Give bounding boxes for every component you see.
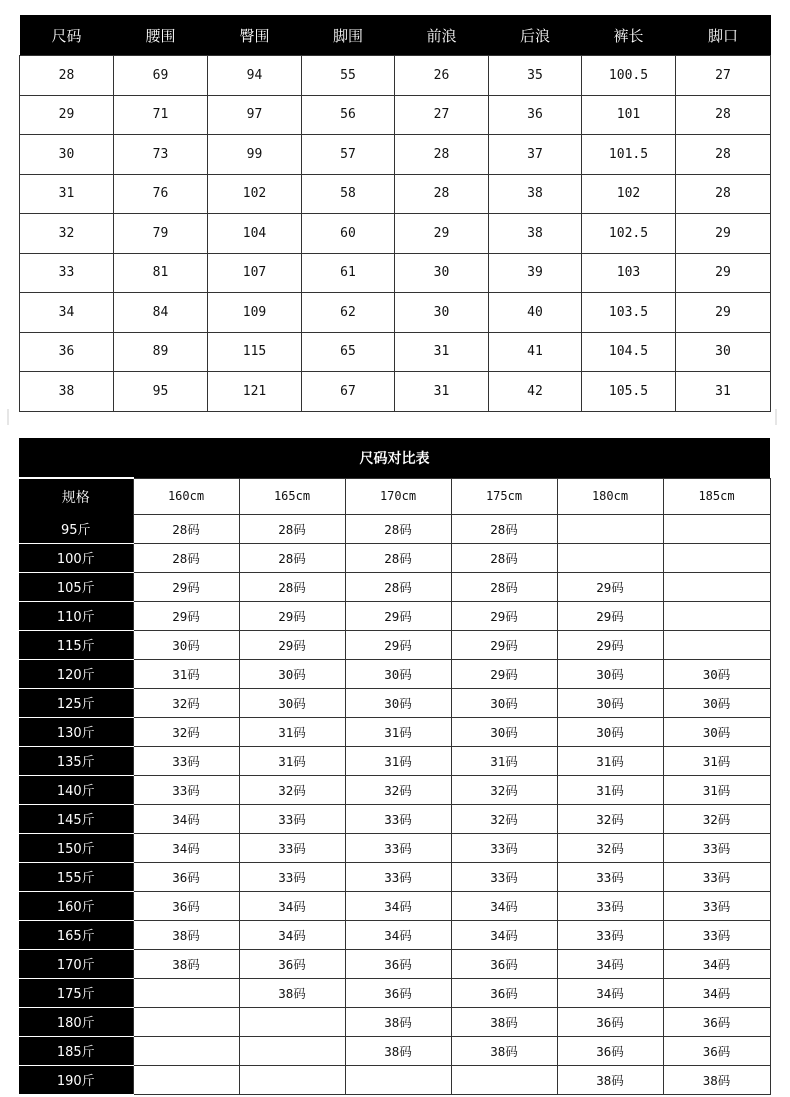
size-cell: 36码: [557, 1036, 663, 1065]
measurement-cell: 36: [20, 332, 114, 372]
measurement-cell: 121: [208, 372, 302, 412]
measurement-row: [20, 174, 771, 214]
height-header-cell: 185cm: [663, 478, 770, 514]
size-cell: 36码: [663, 1007, 770, 1036]
size-cell: 36码: [345, 949, 451, 978]
measurement-cell: 79: [114, 214, 208, 254]
weight-label: 95斤: [19, 514, 133, 543]
measurement-cell: 33: [20, 253, 114, 293]
measurement-cell: 29: [395, 214, 489, 254]
measurement-cell: 94: [208, 56, 302, 96]
size-cell: [557, 514, 663, 543]
size-cell: 31码: [663, 775, 770, 804]
measurement-cell: 105.5: [582, 372, 676, 412]
measurement-cell: 104.5: [582, 332, 676, 372]
size-cell: 29码: [345, 601, 451, 630]
size-cell: 34码: [663, 949, 770, 978]
measurement-row: [20, 372, 771, 412]
size-cell: 38码: [239, 978, 345, 1007]
measurement-cell: 31: [395, 372, 489, 412]
size-cell: 29码: [239, 601, 345, 630]
measurement-row: [20, 214, 771, 254]
weight-label: 160斤: [19, 891, 133, 920]
size-comparison-table: [19, 438, 771, 1095]
measurement-cell: 89: [114, 332, 208, 372]
measurement-row: [20, 293, 771, 333]
size-cell: 34码: [345, 920, 451, 949]
size-cell: 30码: [239, 659, 345, 688]
measurement-row: [20, 332, 771, 372]
size-cell: 36码: [451, 949, 557, 978]
measurement-cell: 38: [20, 372, 114, 412]
size-cell: 34码: [663, 978, 770, 1007]
size-cell: 36码: [557, 1007, 663, 1036]
measurement-cell: 73: [114, 135, 208, 175]
measurement-cell: 60: [302, 214, 395, 254]
size-cell: [239, 1065, 345, 1094]
size-cell: 31码: [451, 746, 557, 775]
measurement-cell: 103: [582, 253, 676, 293]
measurement-cell: 30: [395, 253, 489, 293]
size-cell: [345, 1065, 451, 1094]
size-cell: 38码: [345, 1036, 451, 1065]
measurement-header-cell: 尺码: [20, 15, 114, 56]
measurement-cell: 62: [302, 293, 395, 333]
size-cell: 30码: [451, 688, 557, 717]
comparison-row: [19, 833, 770, 862]
measurement-cell: 55: [302, 56, 395, 96]
size-cell: 34码: [557, 978, 663, 1007]
size-cell: 29码: [451, 630, 557, 659]
measurement-cell: 65: [302, 332, 395, 372]
measurement-table: [19, 15, 771, 412]
size-cell: 31码: [133, 659, 239, 688]
comparison-row: [19, 746, 770, 775]
size-cell: [239, 1036, 345, 1065]
size-cell: 33码: [345, 862, 451, 891]
measurement-cell: 61: [302, 253, 395, 293]
height-header-cell: 180cm: [557, 478, 663, 514]
size-cell: [663, 630, 770, 659]
corner-label: 规格: [19, 478, 133, 514]
size-cell: 28码: [239, 514, 345, 543]
size-cell: 33码: [557, 862, 663, 891]
measurement-header-cell: 脚口: [676, 15, 771, 56]
size-cell: 32码: [133, 717, 239, 746]
size-cell: 32码: [239, 775, 345, 804]
size-cell: 28码: [133, 543, 239, 572]
size-cell: 33码: [451, 862, 557, 891]
size-cell: 30码: [239, 688, 345, 717]
size-cell: [133, 1036, 239, 1065]
comparison-row: [19, 688, 770, 717]
size-cell: 29码: [451, 659, 557, 688]
measurement-header-cell: 脚围: [302, 15, 395, 56]
comparison-row: [19, 514, 770, 543]
measurement-cell: 28: [20, 56, 114, 96]
weight-label: 115斤: [19, 630, 133, 659]
measurement-row: [20, 56, 771, 96]
size-cell: 29码: [451, 601, 557, 630]
size-cell: 38码: [451, 1036, 557, 1065]
size-cell: [239, 1007, 345, 1036]
size-cell: 33码: [663, 862, 770, 891]
measurement-cell: 57: [302, 135, 395, 175]
size-cell: 33码: [345, 833, 451, 862]
comparison-row: [19, 601, 770, 630]
size-cell: 30码: [663, 717, 770, 746]
comparison-row: [19, 630, 770, 659]
size-cell: 33码: [663, 833, 770, 862]
size-cell: 34码: [345, 891, 451, 920]
comparison-header-row: [19, 478, 770, 514]
size-cell: 31码: [663, 746, 770, 775]
size-cell: 38码: [345, 1007, 451, 1036]
measurement-cell: 37: [489, 135, 582, 175]
size-cell: 28码: [345, 514, 451, 543]
measurement-cell: 40: [489, 293, 582, 333]
size-cell: [557, 543, 663, 572]
comparison-row: [19, 920, 770, 949]
measurement-cell: 31: [20, 174, 114, 214]
measurement-cell: 36: [489, 95, 582, 135]
measurement-cell: 115: [208, 332, 302, 372]
measurement-header-cell: 后浪: [489, 15, 582, 56]
measurement-cell: 30: [676, 332, 771, 372]
measurement-cell: 32: [20, 214, 114, 254]
size-cell: 33码: [239, 804, 345, 833]
measurement-cell: 29: [676, 253, 771, 293]
size-cell: 32码: [451, 804, 557, 833]
comparison-row: [19, 659, 770, 688]
measurement-header-cell: 腰围: [114, 15, 208, 56]
size-cell: 30码: [451, 717, 557, 746]
measurement-cell: 28: [676, 95, 771, 135]
size-cell: 30码: [557, 688, 663, 717]
size-cell: 36码: [345, 978, 451, 1007]
size-cell: [133, 1007, 239, 1036]
measurement-cell: 102: [582, 174, 676, 214]
size-cell: 30码: [663, 688, 770, 717]
measurement-cell: 31: [676, 372, 771, 412]
size-cell: 33码: [557, 920, 663, 949]
comparison-title-row: [19, 438, 770, 478]
weight-label: 190斤: [19, 1065, 133, 1094]
measurement-cell: 27: [395, 95, 489, 135]
measurement-cell: 84: [114, 293, 208, 333]
weight-label: 140斤: [19, 775, 133, 804]
size-cell: 28码: [239, 572, 345, 601]
measurement-cell: 27: [676, 56, 771, 96]
measurement-cell: 102: [208, 174, 302, 214]
comparison-row: [19, 572, 770, 601]
measurement-cell: 104: [208, 214, 302, 254]
size-cell: 30码: [557, 659, 663, 688]
size-cell: 31码: [557, 746, 663, 775]
comparison-row: [19, 862, 770, 891]
size-cell: 34码: [133, 833, 239, 862]
comparison-row: [19, 775, 770, 804]
size-cell: 30码: [345, 688, 451, 717]
height-header-cell: 175cm: [451, 478, 557, 514]
size-cell: 31码: [345, 717, 451, 746]
size-cell: 36码: [239, 949, 345, 978]
size-cell: 28码: [345, 572, 451, 601]
comparison-row: [19, 717, 770, 746]
measurement-row: [20, 253, 771, 293]
size-cell: 38码: [557, 1065, 663, 1094]
size-cell: 33码: [663, 891, 770, 920]
size-cell: [451, 1065, 557, 1094]
measurement-cell: 31: [395, 332, 489, 372]
comparison-row: [19, 543, 770, 572]
weight-label: 120斤: [19, 659, 133, 688]
size-cell: 33码: [451, 833, 557, 862]
measurement-header-cell: 前浪: [395, 15, 489, 56]
size-cell: [663, 601, 770, 630]
measurement-cell: 67: [302, 372, 395, 412]
comparison-row: [19, 1036, 770, 1065]
measurement-cell: 56: [302, 95, 395, 135]
size-cell: 33码: [345, 804, 451, 833]
size-cell: 30码: [557, 717, 663, 746]
measurement-cell: 39: [489, 253, 582, 293]
size-cell: 32码: [663, 804, 770, 833]
size-cell: [663, 572, 770, 601]
size-cell: [133, 978, 239, 1007]
size-cell: 28码: [345, 543, 451, 572]
weight-label: 100斤: [19, 543, 133, 572]
measurement-cell: 38: [489, 174, 582, 214]
size-cell: 34码: [451, 891, 557, 920]
measurement-cell: 100.5: [582, 56, 676, 96]
measurement-cell: 99: [208, 135, 302, 175]
comparison-row: [19, 978, 770, 1007]
size-cell: 28码: [451, 514, 557, 543]
weight-label: 135斤: [19, 746, 133, 775]
measurement-cell: 97: [208, 95, 302, 135]
comparison-row: [19, 1007, 770, 1036]
size-cell: 36码: [133, 862, 239, 891]
weight-label: 110斤: [19, 601, 133, 630]
size-cell: [133, 1065, 239, 1094]
measurement-cell: 35: [489, 56, 582, 96]
size-cell: 36码: [663, 1036, 770, 1065]
height-header-cell: 165cm: [239, 478, 345, 514]
measurement-cell: 69: [114, 56, 208, 96]
size-cell: 30码: [133, 630, 239, 659]
measurement-cell: 26: [395, 56, 489, 96]
measurement-cell: 28: [676, 174, 771, 214]
weight-label: 170斤: [19, 949, 133, 978]
size-cell: 33码: [133, 775, 239, 804]
measurement-cell: 29: [676, 214, 771, 254]
measurement-cell: 101.5: [582, 135, 676, 175]
measurement-cell: 71: [114, 95, 208, 135]
measurement-header-cell: 臀围: [208, 15, 302, 56]
weight-label: 180斤: [19, 1007, 133, 1036]
weight-label: 175斤: [19, 978, 133, 1007]
measurement-cell: 28: [676, 135, 771, 175]
size-cell: 33码: [239, 833, 345, 862]
size-cell: [663, 543, 770, 572]
size-cell: 31码: [239, 746, 345, 775]
size-cell: 29码: [133, 601, 239, 630]
measurement-cell: 95: [114, 372, 208, 412]
size-cell: 33码: [133, 746, 239, 775]
size-cell: 38码: [451, 1007, 557, 1036]
size-cell: 36码: [451, 978, 557, 1007]
comparison-title: 尺码对比表: [19, 438, 770, 478]
size-cell: 32码: [557, 804, 663, 833]
size-cell: 33码: [663, 920, 770, 949]
size-cell: 31码: [345, 746, 451, 775]
measurement-cell: 28: [395, 135, 489, 175]
measurement-header-row: [20, 15, 771, 56]
size-cell: 38码: [133, 949, 239, 978]
size-cell: 29码: [345, 630, 451, 659]
measurement-header-cell: 裤长: [582, 15, 676, 56]
comparison-row: [19, 949, 770, 978]
size-cell: 34码: [239, 891, 345, 920]
weight-label: 185斤: [19, 1036, 133, 1065]
edge-mark-left: [7, 409, 9, 425]
weight-label: 150斤: [19, 833, 133, 862]
measurement-row: [20, 135, 771, 175]
measurement-cell: 76: [114, 174, 208, 214]
size-cell: 29码: [557, 630, 663, 659]
measurement-cell: 28: [395, 174, 489, 214]
weight-label: 130斤: [19, 717, 133, 746]
size-cell: 28码: [239, 543, 345, 572]
size-cell: 34码: [133, 804, 239, 833]
size-cell: 30码: [345, 659, 451, 688]
height-header-cell: 160cm: [133, 478, 239, 514]
comparison-row: [19, 804, 770, 833]
size-cell: 32码: [451, 775, 557, 804]
comparison-row: [19, 891, 770, 920]
size-cell: 32码: [345, 775, 451, 804]
weight-label: 145斤: [19, 804, 133, 833]
size-cell: 29码: [133, 572, 239, 601]
size-cell: 29码: [557, 601, 663, 630]
measurement-cell: 29: [676, 293, 771, 333]
height-header-cell: 170cm: [345, 478, 451, 514]
measurement-cell: 81: [114, 253, 208, 293]
size-cell: 30码: [663, 659, 770, 688]
size-cell: 28码: [451, 543, 557, 572]
measurement-cell: 58: [302, 174, 395, 214]
size-cell: 38码: [133, 920, 239, 949]
measurement-cell: 29: [20, 95, 114, 135]
size-cell: 28码: [451, 572, 557, 601]
weight-label: 155斤: [19, 862, 133, 891]
size-cell: 28码: [133, 514, 239, 543]
weight-label: 125斤: [19, 688, 133, 717]
size-cell: 32码: [557, 833, 663, 862]
size-cell: 32码: [133, 688, 239, 717]
size-cell: 34码: [451, 920, 557, 949]
measurement-cell: 101: [582, 95, 676, 135]
comparison-row: [19, 1065, 770, 1094]
size-cell: [663, 514, 770, 543]
measurement-cell: 103.5: [582, 293, 676, 333]
measurement-cell: 41: [489, 332, 582, 372]
weight-label: 105斤: [19, 572, 133, 601]
size-cell: 38码: [663, 1065, 770, 1094]
measurement-cell: 102.5: [582, 214, 676, 254]
measurement-cell: 42: [489, 372, 582, 412]
size-cell: 33码: [239, 862, 345, 891]
measurement-row: [20, 95, 771, 135]
size-cell: 29码: [239, 630, 345, 659]
size-cell: 34码: [239, 920, 345, 949]
size-cell: 31码: [557, 775, 663, 804]
measurement-cell: 38: [489, 214, 582, 254]
measurement-cell: 107: [208, 253, 302, 293]
measurement-cell: 30: [20, 135, 114, 175]
measurement-cell: 34: [20, 293, 114, 333]
weight-label: 165斤: [19, 920, 133, 949]
size-cell: 33码: [557, 891, 663, 920]
size-cell: 31码: [239, 717, 345, 746]
edge-mark-right: [775, 409, 777, 425]
measurement-cell: 109: [208, 293, 302, 333]
size-cell: 34码: [557, 949, 663, 978]
size-cell: 36码: [133, 891, 239, 920]
measurement-cell: 30: [395, 293, 489, 333]
size-cell: 29码: [557, 572, 663, 601]
